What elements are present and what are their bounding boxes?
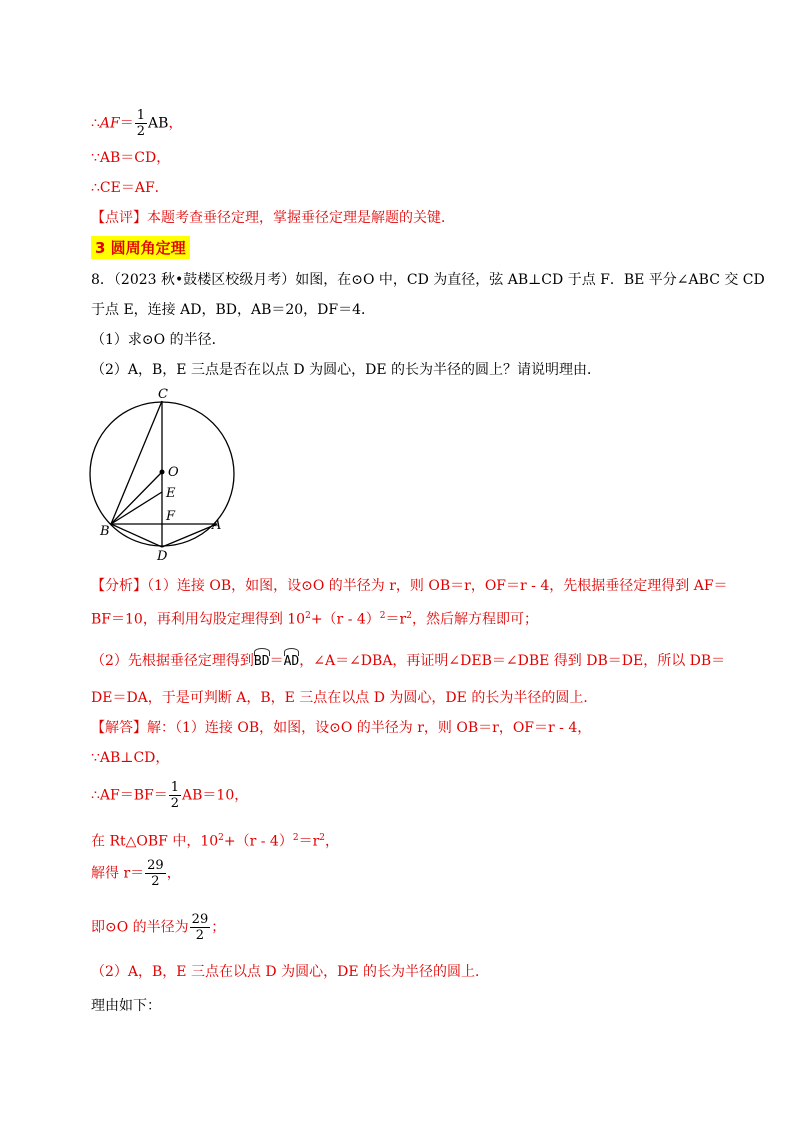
problem-line-1: 8．（2023 秋•鼓楼区校级月考）如图，在⊙O 中，CD 为直径，弦 AB⊥CD 于点 F．BE 平分∠ABC 交 CD (91, 272, 765, 288)
comment-line: 【点评】本题考查垂径定理，掌握垂径定理是解题的关键． (91, 210, 455, 226)
problem-line-2: 于点 E，连接 AD，BD，AB＝20，DF＝4． (91, 302, 376, 318)
analysis-line-4: DE＝DA，于是可判断 A，B，E 三点在以点 D 为圆心，DE 的长为半径的圆上． (91, 690, 598, 706)
analysis-line-2: BF＝10，再利用勾股定理得到 $10^2+(r - 4)^2=r^2$，然后解方程即可； (91, 611, 538, 628)
circle-figure (88, 386, 244, 562)
center-point (160, 470, 165, 475)
segment-bd (111, 524, 162, 547)
label-f: F (166, 509, 176, 524)
arc-bd: BD (254, 648, 270, 672)
answer-line-5: 解得 r＝ $\frac{29}{2}$ ， (91, 858, 181, 889)
label-e: E (166, 486, 176, 501)
segment-bc (111, 401, 162, 524)
answer-line-2: ∵AB⊥CD， (91, 750, 170, 766)
answer-line-8: 理由如下： (91, 998, 161, 1014)
question-1: （1）求⊙O 的半径． (91, 332, 226, 348)
fraction-29-over-2: $\frac{29}{2}$ (147, 858, 164, 889)
segment-bo (111, 472, 162, 524)
answer-line-7: （2）A，B，E 三点在以点 D 为圆心，DE 的长为半径的圆上． (91, 964, 489, 980)
section-heading: 3 圆周角定理 (91, 236, 190, 259)
answer-line-1: 【解答】解：（1）连接 OB，如图，设⊙O 的半径为 r，则 OB＝r，OF＝r - 4， (91, 720, 592, 736)
answer-line-3: ∴AF＝BF＝ $\frac{1}{2}$ AB＝10， (91, 780, 249, 811)
line-ab-eq-cd: ∵AB＝CD， (91, 150, 171, 166)
fraction-one-half: $\frac{1}{2}$ (136, 108, 146, 139)
fraction-one-half: $\frac{1}{2}$ (170, 780, 180, 811)
question-2: （2）A，B，E 三点是否在以点 D 为圆心，DE 的长为半径的圆上？请说明理由． (91, 362, 601, 378)
segment-be (111, 492, 162, 524)
label-c: C (158, 387, 168, 402)
analysis-line-3: （2）先根据垂径定理得到BD＝AD，∠A＝∠DBA，再证明∠DEB＝∠DBE 得到 DB＝DE，所以 DB＝ (91, 648, 725, 672)
line-af-half-ab: ∴AF＝ $\frac{1}{2}$ AB， (91, 108, 183, 139)
segment-ad (162, 524, 217, 547)
fraction-29-over-2: $\frac{29}{2}$ (191, 912, 209, 943)
arc-ad: AD (284, 648, 300, 672)
answer-line-6: 即⊙O 的半径为 $\frac{29}{2}$ ； (91, 912, 226, 943)
answer-line-4: 在 Rt△OBF 中，$10^2+(r - 4)^2=r^2$， (91, 833, 340, 850)
analysis-line-1: 【分析】（1）连接 OB，如图，设⊙O 的半径为 r，则 OB＝r，OF＝r - 4，先根据垂径定理得到 AF＝ (91, 578, 728, 594)
label-a: A (212, 518, 222, 533)
line-ce-eq-af: ∴CE＝AF． (91, 180, 169, 196)
label-b: B (100, 524, 110, 539)
label-o: O (168, 465, 179, 480)
label-d: D (157, 549, 168, 562)
